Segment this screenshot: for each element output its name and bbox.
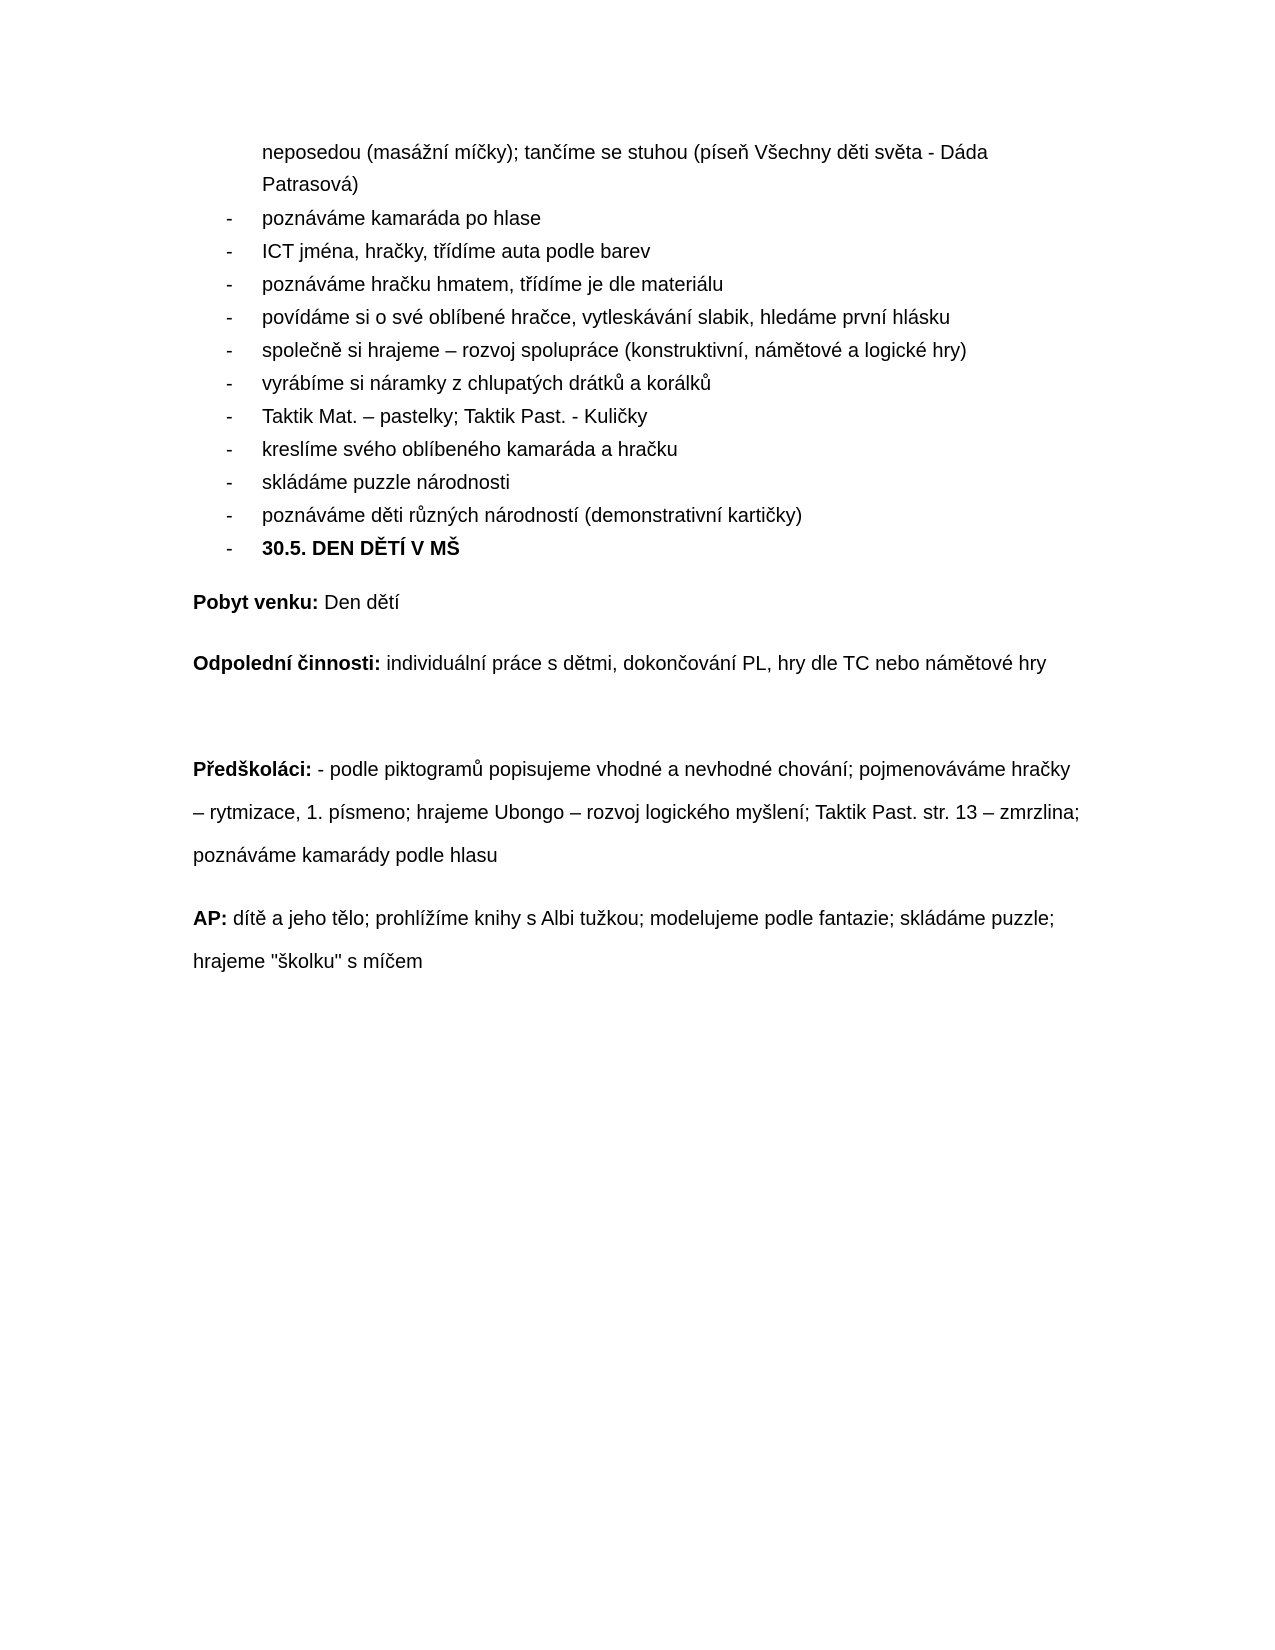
list-item: [222, 203, 1082, 236]
bullet-dash: -: [226, 538, 233, 560]
list-item-text: společně si hrajeme – rozvoj spolupráce (konstruktivní, námětové a logické hry): [262, 340, 967, 362]
bullet-dash: -: [226, 472, 233, 494]
list-item: [222, 368, 1082, 401]
list-item: [222, 269, 1082, 302]
list-item-text: poznáváme děti různých národností (demonstrativní kartičky): [262, 505, 803, 527]
bullet-dash: -: [226, 373, 233, 395]
bullet-dash: -: [226, 307, 233, 329]
section-label: AP:: [193, 908, 228, 930]
section-ap: [193, 898, 1083, 984]
bullet-dash: -: [226, 505, 233, 527]
section-text: - podle piktogramů popisujeme vhodné a nevhodné chování; pojmenováváme hračky – rytmizace, 1. písmeno; hrajeme Ubongo – rozvoj logického myšlení; Taktik Past. str. 13 – zmrzlina; poznáváme kamarády podle hlasu: [193, 759, 1080, 867]
section-label: Odpolední činnosti:: [193, 653, 381, 675]
list-item: [222, 500, 1082, 533]
list-item-continuation: neposedou (masážní míčky); tančíme se stuhou (píseň Všechny děti světa - Dáda Patrasová): [262, 142, 988, 196]
list-item-text: kreslíme svého oblíbeného kamaráda a hračku: [262, 439, 678, 461]
bullet-dash: -: [226, 241, 233, 263]
list-item-text: povídáme si o své oblíbené hračce, vytleskávání slabik, hledáme první hlásku: [262, 307, 951, 329]
list-item-text: poznáváme hračku hmatem, třídíme je dle materiálu: [262, 274, 724, 296]
list-item-text: vyrábíme si náramky z chlupatých drátků a korálků: [262, 373, 712, 395]
list-item-text: Taktik Mat. – pastelky; Taktik Past. - Kuličky: [262, 406, 648, 428]
bullet-dash: -: [226, 340, 233, 362]
list-item: [222, 335, 1082, 368]
section-text: dítě a jeho tělo; prohlížíme knihy s Albi tužkou; modelujeme podle fantazie; skládáme puzzle; hrajeme "školku" s míčem: [193, 908, 1055, 973]
list-item-text: skládáme puzzle národnosti: [262, 472, 510, 494]
list-item-highlight: [222, 533, 1082, 566]
list-item-text-bold: 30.5. DEN DĚTÍ V MŠ: [262, 538, 460, 560]
bullet-dash: -: [226, 439, 233, 461]
bullet-dash: -: [226, 274, 233, 296]
bullet-dash: -: [226, 406, 233, 428]
section-label: Předškoláci:: [193, 759, 312, 781]
activity-list: [222, 203, 1082, 566]
bullet-dash: -: [226, 208, 233, 230]
list-item: [222, 401, 1082, 434]
list-item: [222, 467, 1082, 500]
list-item: [222, 302, 1082, 335]
list-item-text: ICT jména, hračky, třídíme auta podle barev: [262, 241, 651, 263]
section-label: Pobyt venku:: [193, 592, 319, 614]
list-item: [222, 236, 1082, 269]
section-text: individuální práce s dětmi, dokončování PL, hry dle TC nebo námětové hry: [380, 653, 1047, 675]
section-predskolaci: [193, 749, 1083, 878]
section-text: Den dětí: [318, 592, 400, 614]
list-item-text: poznáváme kamaráda po hlase: [262, 208, 542, 230]
section-pobyt-venku: [193, 582, 1083, 625]
list-item: [222, 434, 1082, 467]
section-odpoledni-cinnosti: [193, 643, 1083, 686]
